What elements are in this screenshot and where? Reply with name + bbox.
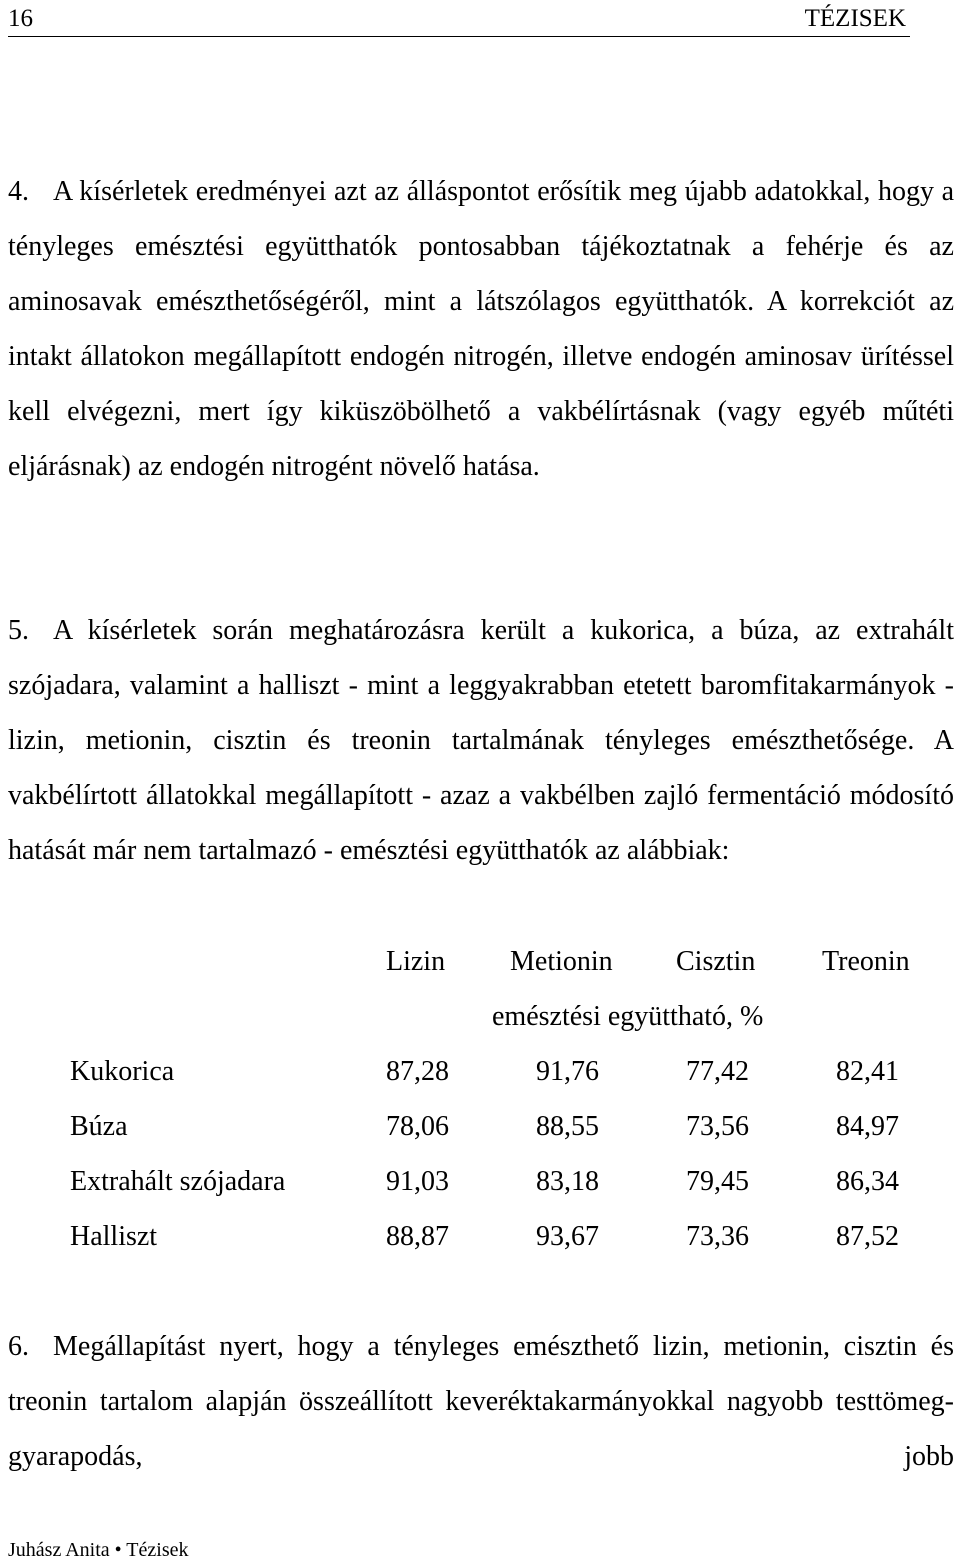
row-label: Búza: [70, 1111, 128, 1142]
table-cell: 87,28: [386, 1056, 449, 1087]
table-cell: 78,06: [386, 1111, 449, 1142]
row-label: Halliszt: [70, 1221, 158, 1252]
table-header-row: [70, 934, 930, 989]
table-cell: 73,36: [686, 1221, 749, 1252]
page-header: [8, 2, 910, 37]
table-cell: 79,45: [686, 1166, 749, 1197]
column-header: Lizin: [386, 946, 446, 977]
table-cell: 82,41: [836, 1056, 899, 1087]
column-header: Cisztin: [676, 946, 756, 977]
table-cell: 93,67: [536, 1221, 599, 1252]
table-cell: 87,52: [836, 1221, 899, 1252]
table-row: [70, 1154, 930, 1209]
paragraph-text: A kísérletek eredményei azt az álláspontot erősítik meg újabb adatokkal, hogy a tényleges emésztési együtthatók pontosabban tájékoztatnak a fehérje és az aminosavak emészthetőségéről, mint a látszólagos együtthatók. A korrekciót az intakt állatokon megállapított endogén nitrogén, illetve endogén aminosav ürítéssel kell elvégezni, mert így kiküszöbölhető a vakbélírtásnak (vagy egyéb műtéti eljárásnak) az endogén nitrogént növelő hatása.: [8, 176, 954, 482]
table-row: [70, 1209, 930, 1264]
section-title: TÉZISEK: [804, 5, 906, 32]
table-subheader-row: [70, 989, 930, 1044]
column-header: Metionin: [510, 946, 613, 977]
table-cell: 84,97: [836, 1111, 899, 1142]
table-cell: 88,87: [386, 1221, 449, 1252]
table-cell: 88,55: [536, 1111, 599, 1142]
paragraph-5: [8, 603, 954, 878]
paragraph-number: 6.: [8, 1331, 29, 1362]
row-label: Extrahált szójadara: [70, 1166, 286, 1197]
paragraph-number: 4.: [8, 176, 29, 207]
paragraph-6: [8, 1319, 954, 1484]
page-footer: Juhász Anita • Tézisek: [8, 1539, 189, 1561]
paragraph-number: 5.: [8, 615, 29, 646]
digestibility-table: [70, 934, 930, 1264]
paragraph-text: A kísérletek során meghatározásra került a kukorica, a búza, az extrahált szójadara, valamint a halliszt - mint a leggyakrabban etetett baromfitakarmányok - lizin, metionin, cisztin és treonin tartalmának tényleges emészthetősége. A vakbélírtott állatokkal megállapított - azaz a vakbélben zajló fermentáció módosító hatását már nem tartalmazó - emésztési együtthatók az alábbiak:: [8, 615, 954, 866]
table-subheader: emésztési együttható, %: [492, 1001, 764, 1032]
table-row: [70, 1044, 930, 1099]
paragraph-4: [8, 164, 954, 494]
table-cell: 83,18: [536, 1166, 599, 1197]
table-cell: 77,42: [686, 1056, 749, 1087]
page-number: 16: [8, 5, 33, 32]
table-row: [70, 1099, 930, 1154]
row-label: Kukorica: [70, 1056, 175, 1087]
table-cell: 73,56: [686, 1111, 749, 1142]
column-header: Treonin: [822, 946, 910, 977]
table-cell: 86,34: [836, 1166, 899, 1197]
table-cell: 91,03: [386, 1166, 449, 1197]
paragraph-text: Megállapítást nyert, hogy a tényleges emészthető lizin, metionin, cisztin és treonin tartalom alapján összeállított keveréktakarmányokkal nagyobb testtömeg-gyarapodás, jobb: [8, 1331, 954, 1472]
table-cell: 91,76: [536, 1056, 599, 1087]
